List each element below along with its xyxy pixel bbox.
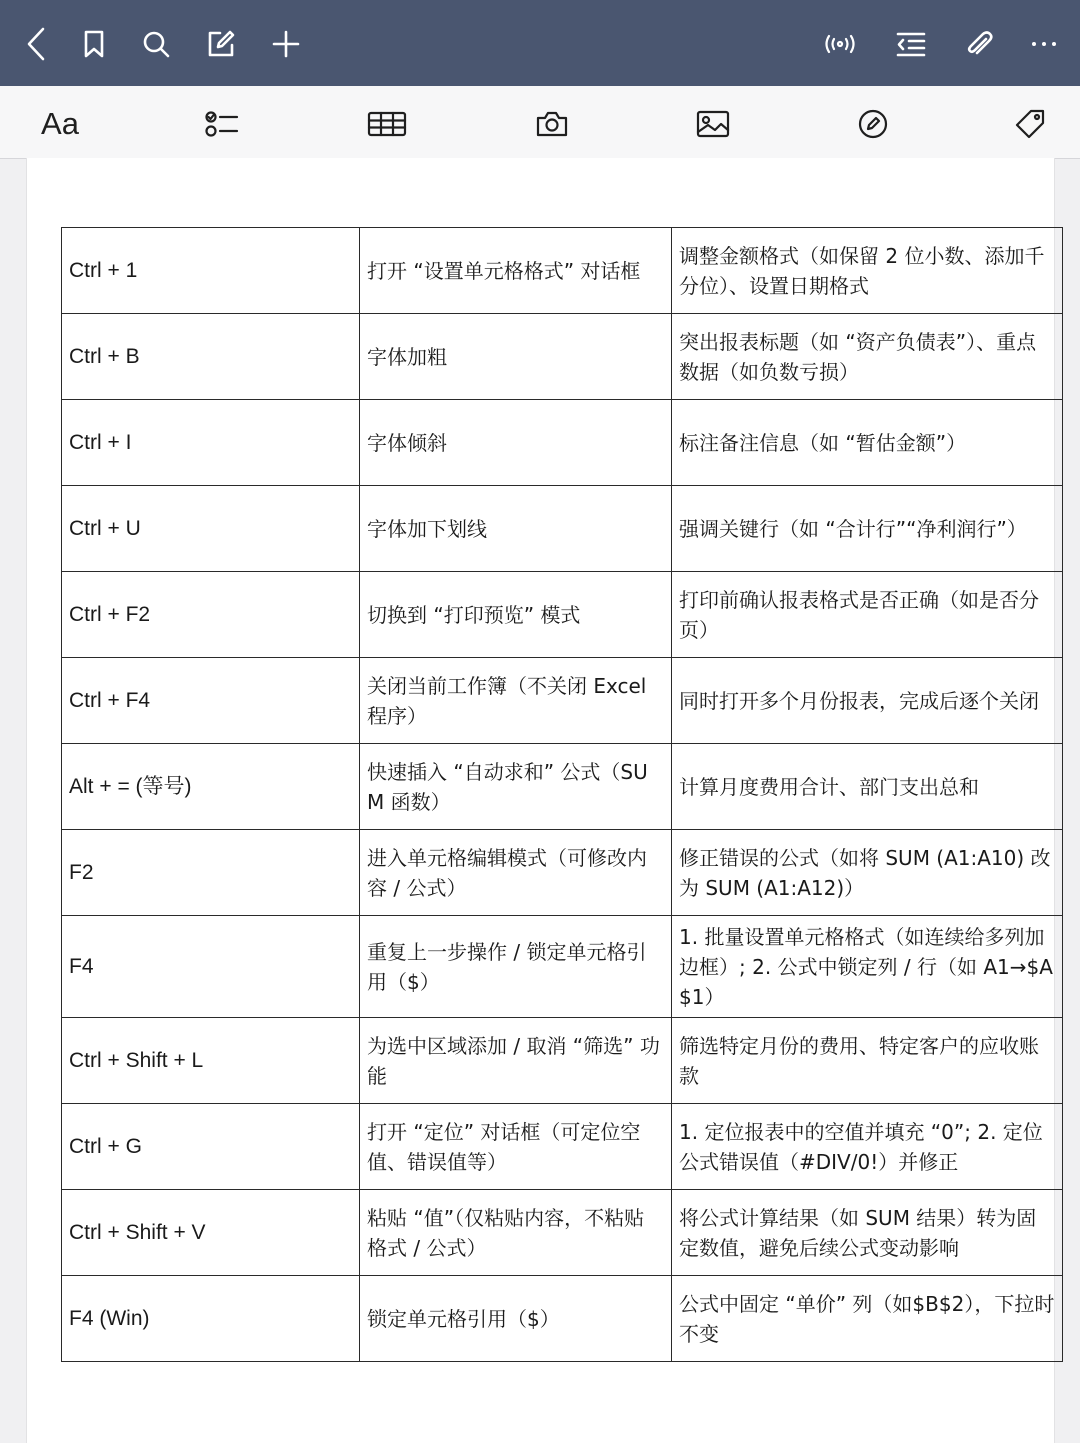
function-cell[interactable]: 字体加粗	[360, 314, 672, 400]
usage-cell[interactable]: 调整金额格式（如保留 2 位小数、添加千分位）、设置日期格式	[672, 228, 1063, 314]
usage-cell[interactable]: 突出报表标题（如 “资产负债表”）、重点数据（如负数亏损）	[672, 314, 1063, 400]
shortcut-cell[interactable]: Ctrl + F2	[62, 572, 360, 658]
function-cell[interactable]: 打开 “设置单元格格式” 对话框	[360, 228, 672, 314]
shortcut-cell[interactable]: Ctrl + G	[62, 1104, 360, 1190]
usage-cell[interactable]: 打印前确认报表格式是否正确（如是否分页）	[672, 572, 1063, 658]
edit-icon[interactable]	[199, 22, 243, 66]
table-row	[62, 572, 1063, 658]
shortcut-cell[interactable]: Ctrl + F4	[62, 658, 360, 744]
shortcut-cell[interactable]: Ctrl + Shift + V	[62, 1190, 360, 1276]
usage-cell[interactable]: 计算月度费用合计、部门支出总和	[672, 744, 1063, 830]
usage-cell[interactable]: 1. 定位报表中的空值并填充 “0”; 2. 定位公式错误值（#DIV/0!）并修正	[672, 1104, 1063, 1190]
image-icon[interactable]	[691, 102, 735, 146]
function-cell[interactable]: 打开 “定位” 对话框（可定位空值、错误值等）	[360, 1104, 672, 1190]
shortcut-cell[interactable]: F2	[62, 830, 360, 916]
shortcut-cell[interactable]: Ctrl + U	[62, 486, 360, 572]
function-cell[interactable]: 字体倾斜	[360, 400, 672, 486]
back-icon[interactable]	[14, 22, 58, 66]
table-row	[62, 1104, 1063, 1190]
table-row	[62, 486, 1063, 572]
table-row	[62, 916, 1063, 1018]
text-format-button[interactable]	[35, 102, 85, 146]
tag-icon[interactable]	[1008, 102, 1052, 146]
shortcut-cell[interactable]: Alt + = (等号)	[62, 744, 360, 830]
function-cell[interactable]: 为选中区域添加 / 取消 “筛选” 功能	[360, 1018, 672, 1104]
table-row	[62, 744, 1063, 830]
function-cell[interactable]: 字体加下划线	[360, 486, 672, 572]
usage-cell[interactable]: 同时打开多个月份报表，完成后逐个关闭	[672, 658, 1063, 744]
shortcut-cell[interactable]: Ctrl + B	[62, 314, 360, 400]
function-cell[interactable]: 重复上一步操作 / 锁定单元格引用（$）	[360, 916, 672, 1018]
table-row	[62, 1018, 1063, 1104]
shortcut-cell[interactable]: Ctrl + Shift + L	[62, 1018, 360, 1104]
checklist-icon[interactable]	[200, 102, 244, 146]
usage-cell[interactable]: 标注备注信息（如 “暂估金额”）	[672, 400, 1063, 486]
table-row	[62, 228, 1063, 314]
outline-icon[interactable]	[889, 22, 933, 66]
usage-cell[interactable]: 强调关键行（如 “合计行”“净利润行”）	[672, 486, 1063, 572]
usage-cell[interactable]: 将公式计算结果（如 SUM 结果）转为固定数值，避免后续公式变动影响	[672, 1190, 1063, 1276]
shortcut-cell[interactable]: F4 (Win)	[62, 1276, 360, 1362]
usage-cell[interactable]: 筛选特定月份的费用、特定客户的应收账款	[672, 1018, 1063, 1104]
table-row	[62, 830, 1063, 916]
top-navigation-bar	[0, 0, 1080, 86]
search-icon[interactable]	[134, 22, 178, 66]
function-cell[interactable]: 进入单元格编辑模式（可修改内容 / 公式）	[360, 830, 672, 916]
usage-cell[interactable]: 公式中固定 “单价” 列（如$B$2），下拉时不变	[672, 1276, 1063, 1362]
function-cell[interactable]: 关闭当前工作簿（不关闭 Excel 程序）	[360, 658, 672, 744]
shortcut-table-body	[62, 228, 1063, 1362]
function-cell[interactable]: 粘贴 “值”（仅粘贴内容，不粘贴格式 / 公式）	[360, 1190, 672, 1276]
table-row	[62, 314, 1063, 400]
more-icon[interactable]	[1022, 22, 1066, 66]
broadcast-icon[interactable]	[818, 22, 862, 66]
shortcut-cell[interactable]: F4	[62, 916, 360, 1018]
usage-cell[interactable]: 1. 批量设置单元格格式（如连续给多列加边框）; 2. 公式中锁定列 / 行（如 A1→$A$1）	[672, 916, 1063, 1018]
add-icon[interactable]	[264, 22, 308, 66]
table-row	[62, 1190, 1063, 1276]
shortcut-cell[interactable]: Ctrl + 1	[62, 228, 360, 314]
camera-icon[interactable]	[530, 102, 574, 146]
function-cell[interactable]: 切换到 “打印预览” 模式	[360, 572, 672, 658]
table-row	[62, 658, 1063, 744]
shortcut-cell[interactable]: Ctrl + I	[62, 400, 360, 486]
usage-cell[interactable]: 修正错误的公式（如将 SUM (A1:A10) 改为 SUM (A1:A12)）	[672, 830, 1063, 916]
shortcut-table	[61, 227, 1063, 1362]
table-icon[interactable]	[365, 102, 409, 146]
table-row	[62, 1276, 1063, 1362]
table-row	[62, 400, 1063, 486]
function-cell[interactable]: 锁定单元格引用（$）	[360, 1276, 672, 1362]
format-toolbar	[0, 86, 1080, 159]
sketch-icon[interactable]	[851, 102, 895, 146]
bookmark-icon[interactable]	[72, 22, 116, 66]
attachment-icon[interactable]	[957, 22, 1001, 66]
text-format-label: Aa	[41, 106, 79, 141]
function-cell[interactable]: 快速插入 “自动求和” 公式（SUM 函数）	[360, 744, 672, 830]
